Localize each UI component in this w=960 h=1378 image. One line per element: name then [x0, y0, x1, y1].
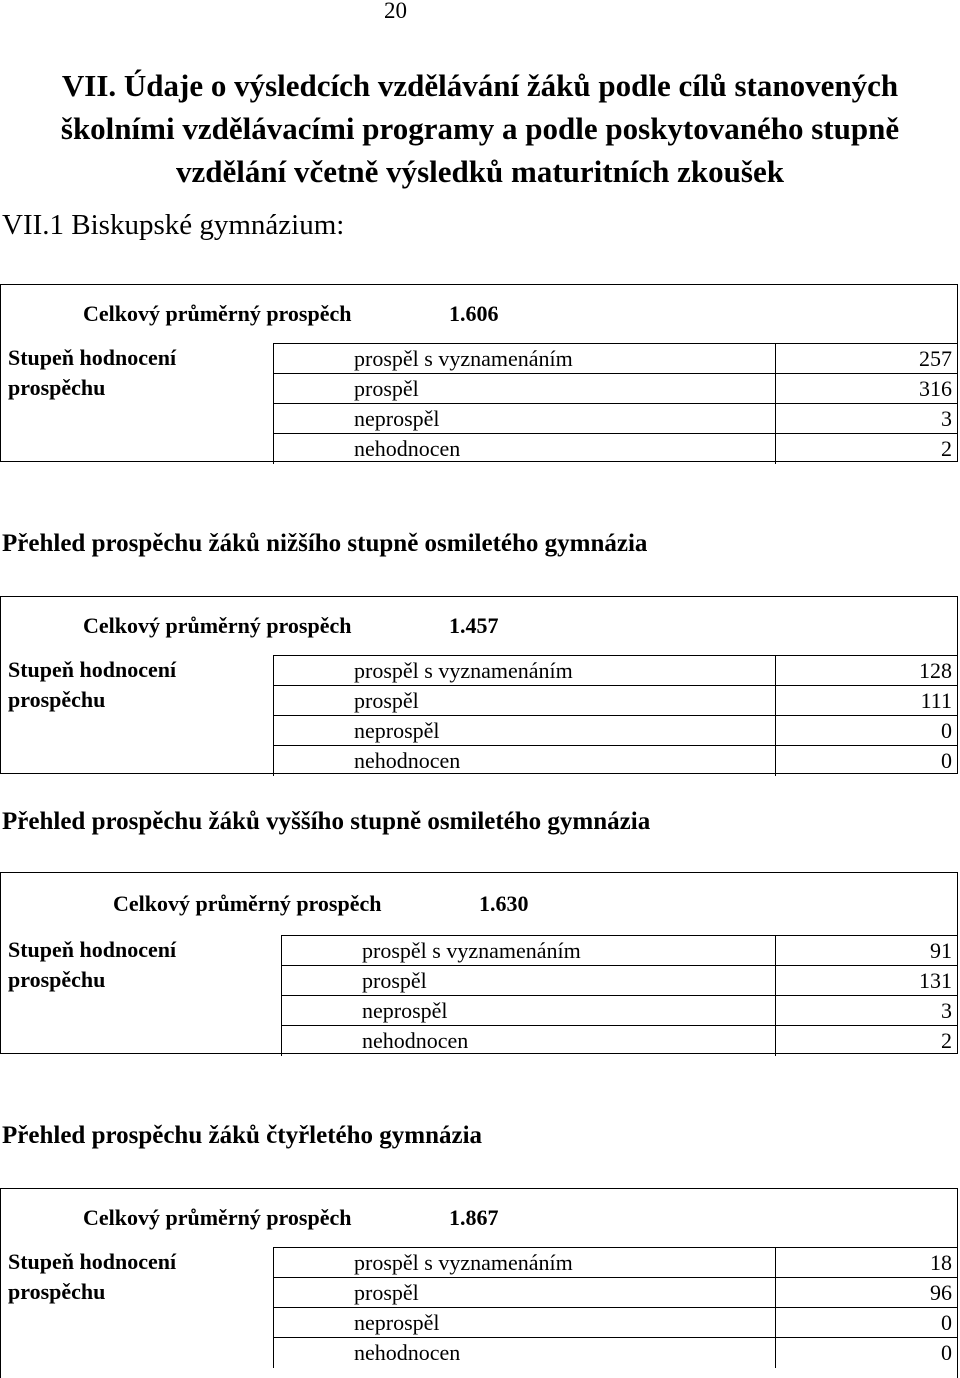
- average-label: Celkový průměrný prospěch: [83, 1205, 352, 1230]
- grade-level-label: [8, 343, 176, 403]
- average-label: Celkový průměrný prospěch: [113, 891, 382, 916]
- school-heading: VII.1 Biskupské gymnázium:: [2, 209, 345, 241]
- table-row: [274, 404, 958, 434]
- row-label: prospěl: [274, 686, 776, 715]
- grades-table: [0, 1188, 958, 1378]
- table-row: [274, 716, 958, 746]
- section-heading: Přehled prospěchu žáků nižšího stupně osmiletého gymnázia: [2, 530, 648, 557]
- table-row: [274, 1308, 958, 1338]
- row-label: neprospěl: [274, 404, 776, 433]
- row-value: 128: [919, 658, 952, 683]
- average-value: 1.867: [449, 1205, 499, 1230]
- row-label: prospěl s vyznamenáním: [274, 344, 776, 373]
- grade-rows: [273, 1247, 958, 1368]
- section-heading: Přehled prospěchu žáků vyššího stupně osmiletého gymnázia: [2, 808, 651, 835]
- table-row: [274, 746, 958, 776]
- grade-level-label-line: Stupeň hodnocení: [8, 1249, 177, 1274]
- main-heading-line: vzdělání včetně výsledků maturitních zkoušek: [176, 154, 784, 189]
- grade-rows: [273, 655, 958, 776]
- row-label: prospěl s vyznamenáním: [274, 656, 776, 685]
- table-row: [274, 374, 958, 404]
- row-label: neprospěl: [282, 996, 776, 1025]
- grade-level-label: [8, 655, 176, 715]
- row-value: 131: [919, 968, 952, 993]
- row-value: 18: [930, 1250, 952, 1275]
- grade-level-label-line: prospěchu: [8, 687, 106, 712]
- table-row: [274, 1278, 958, 1308]
- average-label: Celkový průměrný prospěch: [83, 301, 352, 326]
- table-row: [274, 1248, 958, 1278]
- table-row: [282, 936, 958, 966]
- row-label: neprospěl: [274, 716, 776, 745]
- row-value: 316: [919, 376, 952, 401]
- grades-table: [0, 284, 958, 462]
- row-label: nehodnocen: [282, 1026, 776, 1056]
- row-value: 0: [941, 1340, 952, 1365]
- table-row: [274, 344, 958, 374]
- row-value: 0: [941, 748, 952, 773]
- grades-table: [0, 596, 958, 774]
- grade-level-label-line: Stupeň hodnocení: [8, 657, 177, 682]
- table-row: [274, 1338, 958, 1368]
- grade-level-label-line: prospěchu: [8, 1279, 106, 1304]
- main-heading-line: školními vzdělávacími programy a podle poskytovaného stupně: [60, 111, 900, 146]
- row-label: prospěl s vyznamenáním: [274, 1248, 776, 1277]
- row-label: prospěl: [282, 966, 776, 995]
- row-value: 2: [941, 1028, 952, 1053]
- table-row: [282, 966, 958, 996]
- grade-level-label-line: prospěchu: [8, 967, 106, 992]
- table-row: [274, 686, 958, 716]
- table-row: [274, 656, 958, 686]
- row-value: 111: [920, 688, 952, 713]
- row-label: nehodnocen: [274, 746, 776, 776]
- row-value: 91: [930, 938, 952, 963]
- average-value: 1.457: [449, 613, 499, 638]
- row-label: prospěl: [274, 1278, 776, 1307]
- row-label: prospěl s vyznamenáním: [282, 936, 776, 965]
- row-value: 3: [941, 406, 952, 431]
- grade-level-label-line: prospěchu: [8, 375, 106, 400]
- average-value: 1.630: [479, 891, 529, 916]
- grade-rows: [273, 343, 958, 464]
- grade-level-label-line: Stupeň hodnocení: [8, 345, 177, 370]
- table-row: [274, 434, 958, 464]
- grade-level-label-line: Stupeň hodnocení: [8, 937, 177, 962]
- grade-rows: [281, 935, 958, 1056]
- table-row: [282, 1026, 958, 1056]
- grade-level-label: [8, 1247, 176, 1307]
- grade-level-label: [8, 935, 176, 995]
- row-label: nehodnocen: [274, 434, 776, 464]
- row-label: neprospěl: [274, 1308, 776, 1337]
- main-heading-line: VII. Údaje o výsledcích vzdělávání žáků podle cílů stanovených: [61, 68, 899, 103]
- row-value: 3: [941, 998, 952, 1023]
- section-heading: Přehled prospěchu žáků čtyřletého gymnázia: [2, 1122, 483, 1149]
- main-heading: [0, 64, 960, 193]
- average-value: 1.606: [449, 301, 499, 326]
- row-label: nehodnocen: [274, 1338, 776, 1368]
- row-value: 2: [941, 436, 952, 461]
- row-value: 0: [941, 1310, 952, 1335]
- row-value: 257: [919, 346, 952, 371]
- page-number: 20: [384, 0, 407, 23]
- row-value: 0: [941, 718, 952, 743]
- grades-table: [0, 872, 958, 1054]
- row-value: 96: [930, 1280, 952, 1305]
- table-row: [282, 996, 958, 1026]
- row-label: prospěl: [274, 374, 776, 403]
- average-label: Celkový průměrný prospěch: [83, 613, 352, 638]
